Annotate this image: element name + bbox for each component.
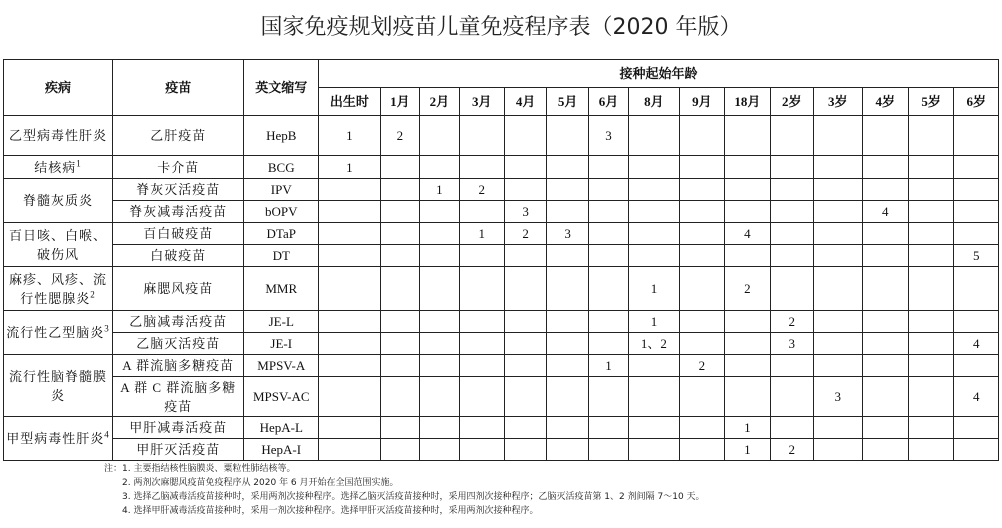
- dose-cell: [547, 179, 588, 201]
- dose-cell: [862, 439, 908, 461]
- dose-cell: [862, 311, 908, 333]
- dose-cell: [629, 417, 680, 439]
- dose-cell: [679, 116, 724, 156]
- dose-cell: [814, 116, 862, 156]
- vaccine-cell: 白破疫苗: [113, 245, 244, 267]
- header-age: 8月: [629, 88, 680, 116]
- dose-cell: [459, 355, 504, 377]
- dose-cell: [547, 245, 588, 267]
- dose-cell: [380, 439, 419, 461]
- dose-cell: [725, 201, 770, 223]
- dose-cell: [770, 355, 813, 377]
- dose-cell: [380, 377, 419, 417]
- dose-cell: [679, 333, 724, 355]
- dose-cell: 2: [770, 439, 813, 461]
- dose-cell: [504, 417, 546, 439]
- dose-cell: [725, 377, 770, 417]
- header-disease: 疾病: [4, 60, 113, 116]
- dose-cell: 3: [770, 333, 813, 355]
- dose-cell: [588, 417, 628, 439]
- dose-cell: [380, 179, 419, 201]
- dose-cell: [547, 116, 588, 156]
- abbr-cell: bOPV: [244, 201, 319, 223]
- dose-cell: [588, 179, 628, 201]
- dose-cell: [588, 223, 628, 245]
- dose-cell: [679, 179, 724, 201]
- dose-cell: [459, 267, 504, 311]
- dose-cell: [319, 179, 381, 201]
- disease-name: 流行性脑脊髓膜炎: [9, 368, 108, 403]
- dose-cell: [814, 333, 862, 355]
- dose-cell: 1: [725, 417, 770, 439]
- disease-cell: [4, 116, 113, 156]
- dose-cell: [908, 245, 953, 267]
- footnote-line: 3. 选择乙脑减毒活疫苗接种时，采用两剂次接种程序。选择乙脑灭活疫苗接种时，采用四剂次接种程序；乙脑灭活疫苗第 1、2 剂间隔 7～10 天。: [122, 492, 705, 502]
- header-age: 3月: [459, 88, 504, 116]
- dose-cell: [588, 377, 628, 417]
- footnote-marker: 4: [104, 429, 110, 440]
- dose-cell: [908, 201, 953, 223]
- dose-cell: [862, 417, 908, 439]
- vaccine-cell: 乙肝疫苗: [113, 116, 244, 156]
- dose-cell: [862, 156, 908, 179]
- dose-cell: [629, 245, 680, 267]
- dose-cell: [547, 311, 588, 333]
- dose-cell: [319, 223, 381, 245]
- dose-cell: [319, 417, 381, 439]
- dose-cell: [504, 439, 546, 461]
- dose-cell: [725, 333, 770, 355]
- dose-cell: [319, 333, 381, 355]
- dose-cell: [954, 116, 999, 156]
- dose-cell: 2: [504, 223, 546, 245]
- dose-cell: [629, 156, 680, 179]
- dose-cell: 3: [814, 377, 862, 417]
- dose-cell: 2: [725, 267, 770, 311]
- header-age: 6岁: [954, 88, 999, 116]
- dose-cell: [459, 311, 504, 333]
- dose-cell: [725, 156, 770, 179]
- dose-cell: [504, 179, 546, 201]
- disease-cell: [4, 156, 113, 179]
- dose-cell: [954, 156, 999, 179]
- table-row: [4, 116, 999, 156]
- dose-cell: [380, 333, 419, 355]
- table-row: [4, 417, 999, 439]
- dose-cell: [770, 201, 813, 223]
- disease-name: 脊髓灰质炎: [23, 193, 94, 208]
- footnote-line: 4. 选择甲肝减毒活疫苗接种时，采用一剂次接种程序。选择甲肝灭活疫苗接种时，采用两剂次接种程序。: [122, 506, 539, 516]
- vaccine-cell: 脊灰减毒活疫苗: [113, 201, 244, 223]
- dose-cell: [588, 267, 628, 311]
- disease-name: 麻疹、风疹、流行性腮腺炎: [9, 271, 108, 306]
- vaccine-cell: A 群 C 群流脑多糖疫苗: [113, 377, 244, 417]
- dose-cell: [629, 439, 680, 461]
- dose-cell: 4: [725, 223, 770, 245]
- dose-cell: [319, 267, 381, 311]
- dose-cell: [547, 439, 588, 461]
- dose-cell: [814, 439, 862, 461]
- vaccine-cell: 脊灰灭活疫苗: [113, 179, 244, 201]
- vaccine-cell: 麻腮风疫苗: [113, 267, 244, 311]
- header-age: 3岁: [814, 88, 862, 116]
- dose-cell: [420, 245, 459, 267]
- dose-cell: [504, 245, 546, 267]
- dose-cell: [908, 333, 953, 355]
- dose-cell: [814, 223, 862, 245]
- dose-cell: [420, 311, 459, 333]
- dose-cell: [504, 355, 546, 377]
- dose-cell: [380, 267, 419, 311]
- dose-cell: 4: [862, 201, 908, 223]
- disease-cell: [4, 311, 113, 355]
- dose-cell: [420, 355, 459, 377]
- dose-cell: [629, 201, 680, 223]
- abbr-cell: DTaP: [244, 223, 319, 245]
- dose-cell: [319, 377, 381, 417]
- dose-cell: [380, 201, 419, 223]
- dose-cell: [679, 201, 724, 223]
- header-age: 9月: [679, 88, 724, 116]
- dose-cell: 4: [954, 333, 999, 355]
- dose-cell: [862, 377, 908, 417]
- dose-cell: [954, 267, 999, 311]
- dose-cell: 1: [319, 116, 381, 156]
- dose-cell: [504, 377, 546, 417]
- dose-cell: [908, 377, 953, 417]
- dose-cell: [380, 156, 419, 179]
- dose-cell: [588, 311, 628, 333]
- disease-cell: [4, 223, 113, 267]
- dose-cell: 2: [770, 311, 813, 333]
- dose-cell: [380, 223, 419, 245]
- dose-cell: [908, 311, 953, 333]
- dose-cell: [420, 377, 459, 417]
- dose-cell: [862, 245, 908, 267]
- dose-cell: [380, 311, 419, 333]
- dose-cell: [814, 267, 862, 311]
- header-age: 2岁: [770, 88, 813, 116]
- vaccine-cell: 卡介苗: [113, 156, 244, 179]
- dose-cell: [862, 355, 908, 377]
- abbr-cell: HepA-I: [244, 439, 319, 461]
- dose-cell: [504, 267, 546, 311]
- dose-cell: 4: [954, 377, 999, 417]
- abbr-cell: HepA-L: [244, 417, 319, 439]
- header-age: 2月: [420, 88, 459, 116]
- header-vaccine: 疫苗: [113, 60, 244, 116]
- abbr-cell: IPV: [244, 179, 319, 201]
- abbr-cell: DT: [244, 245, 319, 267]
- dose-cell: 1: [420, 179, 459, 201]
- dose-cell: [504, 156, 546, 179]
- dose-cell: [725, 179, 770, 201]
- dose-cell: [814, 179, 862, 201]
- dose-cell: [814, 156, 862, 179]
- footnote-line: 注：1. 主要指结核性脑膜炎、粟粒性肺结核等。: [104, 464, 296, 474]
- dose-cell: [420, 156, 459, 179]
- dose-cell: 1: [319, 156, 381, 179]
- abbr-cell: BCG: [244, 156, 319, 179]
- vaccine-cell: 乙脑灭活疫苗: [113, 333, 244, 355]
- dose-cell: [588, 439, 628, 461]
- dose-cell: [725, 116, 770, 156]
- dose-cell: [725, 245, 770, 267]
- disease-name: 流行性乙型脑炎: [6, 325, 105, 340]
- dose-cell: [629, 355, 680, 377]
- header-age-group: 接种起始年龄: [319, 60, 999, 88]
- dose-cell: [319, 439, 381, 461]
- dose-cell: [814, 245, 862, 267]
- dose-cell: 1: [629, 311, 680, 333]
- abbr-cell: JE-I: [244, 333, 319, 355]
- vaccine-cell: 甲肝减毒活疫苗: [113, 417, 244, 439]
- dose-cell: [770, 179, 813, 201]
- footnotes: [104, 462, 994, 518]
- header-age: 18月: [725, 88, 770, 116]
- dose-cell: 3: [504, 201, 546, 223]
- dose-cell: [420, 201, 459, 223]
- dose-cell: [679, 156, 724, 179]
- dose-cell: [954, 311, 999, 333]
- header-age: 5岁: [908, 88, 953, 116]
- dose-cell: [319, 245, 381, 267]
- dose-cell: [588, 201, 628, 223]
- abbr-cell: JE-L: [244, 311, 319, 333]
- dose-cell: [954, 201, 999, 223]
- dose-cell: [908, 355, 953, 377]
- dose-cell: [459, 417, 504, 439]
- dose-cell: [908, 267, 953, 311]
- dose-cell: [908, 417, 953, 439]
- header-abbr: 英文缩写: [244, 60, 319, 116]
- dose-cell: [459, 156, 504, 179]
- dose-cell: [814, 311, 862, 333]
- disease-name: 乙型病毒性肝炎: [9, 128, 108, 143]
- vaccine-cell: A 群流脑多糖疫苗: [113, 355, 244, 377]
- dose-cell: [420, 116, 459, 156]
- footnote-marker: 1: [76, 158, 82, 169]
- dose-cell: 5: [954, 245, 999, 267]
- schedule-body: [4, 116, 999, 461]
- dose-cell: [459, 333, 504, 355]
- dose-cell: [770, 417, 813, 439]
- dose-cell: [954, 417, 999, 439]
- dose-cell: [954, 223, 999, 245]
- dose-cell: [547, 201, 588, 223]
- dose-cell: 3: [588, 116, 628, 156]
- vaccine-cell: 甲肝灭活疫苗: [113, 439, 244, 461]
- dose-cell: [908, 156, 953, 179]
- dose-cell: [459, 377, 504, 417]
- dose-cell: 1: [588, 355, 628, 377]
- dose-cell: [770, 267, 813, 311]
- dose-cell: [459, 245, 504, 267]
- dose-cell: [862, 267, 908, 311]
- dose-cell: [547, 377, 588, 417]
- table-row: [4, 377, 999, 417]
- disease-cell: [4, 417, 113, 461]
- dose-cell: [588, 333, 628, 355]
- table-row: [4, 355, 999, 377]
- dose-cell: 1: [629, 267, 680, 311]
- dose-cell: 1: [459, 223, 504, 245]
- dose-cell: [770, 245, 813, 267]
- disease-cell: [4, 179, 113, 223]
- dose-cell: [954, 355, 999, 377]
- table-row: [4, 333, 999, 355]
- dose-cell: [814, 201, 862, 223]
- dose-cell: [547, 355, 588, 377]
- table-row: [4, 179, 999, 201]
- dose-cell: [319, 355, 381, 377]
- footnote-marker: 2: [90, 289, 96, 300]
- dose-cell: 2: [679, 355, 724, 377]
- dose-cell: [629, 377, 680, 417]
- dose-cell: [908, 439, 953, 461]
- dose-cell: 2: [380, 116, 419, 156]
- table-row: [4, 267, 999, 311]
- page-title: 国家免疫规划疫苗儿童免疫程序表（2020 年版）: [260, 15, 742, 40]
- dose-cell: [588, 156, 628, 179]
- disease-name: 结核病: [34, 159, 77, 175]
- disease-name: 百日咳、白喉、破伤风: [9, 227, 108, 262]
- table-row: [4, 156, 999, 179]
- dose-cell: [459, 116, 504, 156]
- dose-cell: 2: [459, 179, 504, 201]
- dose-cell: [629, 223, 680, 245]
- dose-cell: [679, 439, 724, 461]
- dose-cell: [862, 333, 908, 355]
- header-age: 4月: [504, 88, 546, 116]
- dose-cell: [420, 223, 459, 245]
- table-row: [4, 439, 999, 461]
- dose-cell: [770, 116, 813, 156]
- vaccine-cell: 乙脑减毒活疫苗: [113, 311, 244, 333]
- dose-cell: [954, 439, 999, 461]
- header-age: 5月: [547, 88, 588, 116]
- dose-cell: [770, 377, 813, 417]
- dose-cell: [725, 355, 770, 377]
- dose-cell: [459, 439, 504, 461]
- dose-cell: [862, 116, 908, 156]
- dose-cell: [420, 439, 459, 461]
- disease-cell: [4, 355, 113, 417]
- footnote-marker: 3: [104, 323, 110, 334]
- dose-cell: [679, 223, 724, 245]
- dose-cell: [547, 156, 588, 179]
- dose-cell: [862, 179, 908, 201]
- vaccine-cell: 百白破疫苗: [113, 223, 244, 245]
- footnote-line: 2. 两剂次麻腮风疫苗免疫程序从 2020 年 6 月开始在全国范围实施。: [122, 478, 399, 488]
- dose-cell: [679, 417, 724, 439]
- dose-cell: [679, 377, 724, 417]
- dose-cell: [725, 311, 770, 333]
- dose-cell: [547, 333, 588, 355]
- dose-cell: [862, 223, 908, 245]
- dose-cell: [770, 223, 813, 245]
- abbr-cell: MMR: [244, 267, 319, 311]
- abbr-cell: MPSV-AC: [244, 377, 319, 417]
- header-age: 1月: [380, 88, 419, 116]
- table-row: [4, 223, 999, 245]
- dose-cell: [814, 417, 862, 439]
- dose-cell: [459, 201, 504, 223]
- dose-cell: [908, 223, 953, 245]
- header-age: 出生时: [319, 88, 381, 116]
- dose-cell: [588, 245, 628, 267]
- dose-cell: 1: [725, 439, 770, 461]
- dose-cell: [319, 311, 381, 333]
- dose-cell: [629, 116, 680, 156]
- header-age: 6月: [588, 88, 628, 116]
- disease-name: 甲型病毒性肝炎: [6, 431, 105, 446]
- dose-cell: [629, 179, 680, 201]
- dose-cell: [380, 355, 419, 377]
- dose-cell: [954, 179, 999, 201]
- dose-cell: [319, 201, 381, 223]
- dose-cell: [908, 179, 953, 201]
- dose-cell: [547, 417, 588, 439]
- dose-cell: [679, 267, 724, 311]
- dose-cell: [504, 116, 546, 156]
- dose-cell: [679, 245, 724, 267]
- dose-cell: [380, 417, 419, 439]
- table-row: [4, 245, 999, 267]
- disease-cell: [4, 267, 113, 311]
- dose-cell: 1、2: [629, 333, 680, 355]
- table-row: [4, 311, 999, 333]
- dose-cell: [420, 333, 459, 355]
- dose-cell: [420, 267, 459, 311]
- table-row: [4, 201, 999, 223]
- dose-cell: [770, 156, 813, 179]
- dose-cell: [380, 245, 419, 267]
- dose-cell: [679, 311, 724, 333]
- dose-cell: [547, 267, 588, 311]
- abbr-cell: MPSV-A: [244, 355, 319, 377]
- immunization-schedule-table: [3, 59, 999, 461]
- abbr-cell: HepB: [244, 116, 319, 156]
- dose-cell: [908, 116, 953, 156]
- dose-cell: [814, 355, 862, 377]
- dose-cell: 3: [547, 223, 588, 245]
- dose-cell: [420, 417, 459, 439]
- dose-cell: [504, 333, 546, 355]
- header-age: 4岁: [862, 88, 908, 116]
- dose-cell: [504, 311, 546, 333]
- header-row-1: [4, 60, 999, 88]
